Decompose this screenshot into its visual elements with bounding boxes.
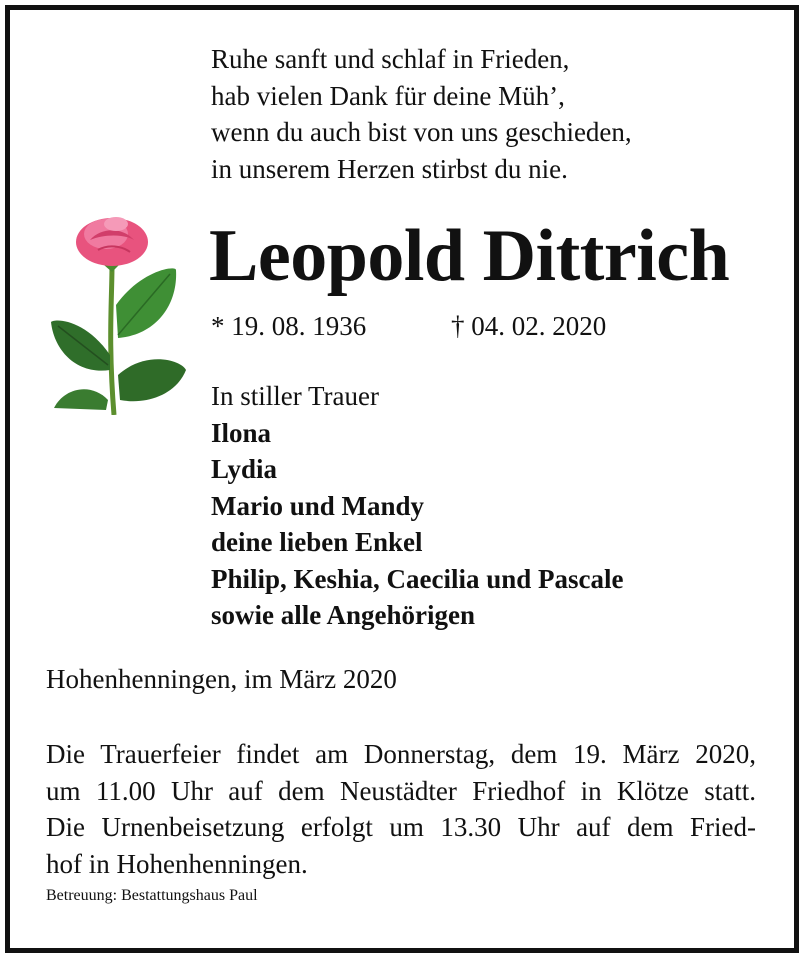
mourner-name: Ilona	[211, 417, 272, 448]
place-date: Hohenhenningen, im März 2020	[46, 664, 397, 694]
deceased-name: Leopold Dittrich	[209, 215, 730, 297]
poem-line: Ruhe sanft und schlaf in Frieden,	[211, 44, 570, 74]
poem-line: in unserem Herzen stirbst du nie.	[211, 153, 568, 184]
mourner-name: Mario und Mandy	[211, 490, 425, 521]
death-date: † 04. 02. 2020	[451, 311, 607, 341]
ceremony-line: Die Urnenbeisetzung erfolgt um 13.30 Uhr auf dem Fried-	[46, 812, 756, 842]
birth-date: * 19. 08. 1936	[211, 311, 367, 341]
rose-icon	[46, 210, 196, 415]
poem-line: hab vielen Dank für deine Müh’,	[211, 80, 565, 111]
mourner-name: Philip, Keshia, Caecilia und Pascale	[211, 563, 624, 594]
ceremony-info	[46, 736, 756, 882]
mourner-name: sowie alle Angehörigen	[211, 600, 475, 630]
obituary-frame	[5, 5, 799, 953]
ceremony-line: hof in Hohenhenningen.	[46, 848, 308, 879]
funeral-home-credit: Betreuung: Bestattungshaus Paul	[46, 887, 258, 904]
ceremony-line: Die Trauerfeier findet am Donnerstag, dem 19. März 2020,	[46, 739, 756, 769]
mourner-name: deine lieben Enkel	[211, 527, 423, 557]
mourner-name: Lydia	[211, 454, 278, 484]
ceremony-line: um 11.00 Uhr auf dem Neustädter Friedhof in Klötze statt.	[46, 775, 756, 806]
poem	[211, 41, 632, 187]
mourners-block	[211, 378, 624, 634]
mourners-intro: In stiller Trauer	[211, 381, 379, 411]
poem-line: wenn du auch bist von uns geschieden,	[211, 117, 632, 147]
